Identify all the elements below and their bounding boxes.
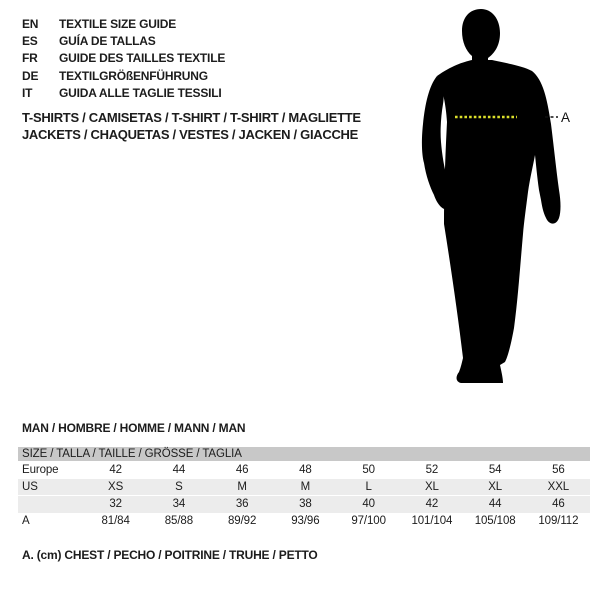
language-guide-label: TEXTILGRÖßENFÜHRUNG bbox=[59, 68, 208, 83]
table-cell: XL bbox=[488, 481, 503, 493]
table-row bbox=[18, 496, 590, 513]
table-row-label: US bbox=[22, 481, 38, 493]
man-silhouette-svg bbox=[415, 6, 573, 390]
language-row bbox=[22, 32, 225, 49]
table-row bbox=[18, 513, 590, 530]
table-row-label: Europe bbox=[22, 464, 59, 476]
language-guide-label: GUIDA ALLE TAGLIE TESSILI bbox=[59, 85, 222, 100]
table-cell: 42 bbox=[109, 464, 122, 476]
table-cell: 85/88 bbox=[164, 515, 194, 527]
table-cell: 93/96 bbox=[291, 515, 320, 527]
language-code: EN bbox=[22, 16, 39, 31]
table-cell: 81/84 bbox=[101, 515, 130, 527]
language-row bbox=[22, 67, 225, 84]
table-cell: 89/92 bbox=[227, 515, 257, 527]
language-code: FR bbox=[22, 51, 38, 66]
table-cell: 42 bbox=[425, 498, 439, 510]
language-row bbox=[22, 50, 225, 67]
language-guide-label: TEXTILE SIZE GUIDE bbox=[59, 16, 177, 31]
category-line-jackets: JACKETS / CHAQUETAS / VESTES / JACKEN / GIACCHE bbox=[22, 127, 358, 143]
table-cell: S bbox=[175, 481, 183, 493]
language-code: IT bbox=[22, 85, 33, 100]
table-cell: 44 bbox=[172, 464, 186, 476]
size-table-header: SIZE / TALLA / TAILLE / GRÖSSE / TAGLIA bbox=[18, 447, 590, 461]
size-table bbox=[18, 447, 590, 530]
table-row-label bbox=[18, 496, 84, 513]
table-row bbox=[18, 479, 590, 496]
table-cell: 36 bbox=[235, 498, 249, 510]
table-cell: M bbox=[237, 481, 247, 493]
table-cell: 52 bbox=[425, 464, 439, 476]
language-row bbox=[22, 15, 225, 32]
table-cell: 101/104 bbox=[411, 515, 453, 527]
language-code: ES bbox=[22, 33, 38, 48]
table-row bbox=[18, 462, 590, 479]
language-guide-list bbox=[22, 15, 225, 101]
table-cell: 109/112 bbox=[538, 515, 579, 527]
language-row bbox=[22, 84, 225, 101]
table-cell: L bbox=[365, 481, 372, 493]
table-cell: 105/108 bbox=[474, 515, 516, 527]
table-cell: 48 bbox=[299, 464, 312, 476]
table-cell: 44 bbox=[488, 498, 502, 510]
man-silhouette-figure bbox=[415, 6, 573, 390]
table-cell: 46 bbox=[235, 464, 249, 476]
table-cell: 40 bbox=[362, 498, 375, 510]
table-cell: XL bbox=[424, 481, 439, 493]
table-cell: 56 bbox=[552, 464, 565, 476]
language-guide-label: GUIDE DES TAILLES TEXTILE bbox=[59, 51, 226, 66]
table-cell: M bbox=[300, 481, 311, 493]
language-guide-label: GUÍA DE TALLAS bbox=[59, 33, 156, 48]
table-cell: XS bbox=[108, 481, 124, 493]
table-cell: XXL bbox=[547, 481, 570, 493]
measure-label-a: A bbox=[561, 110, 571, 125]
table-cell: 38 bbox=[299, 498, 312, 510]
silhouette-head bbox=[462, 9, 500, 65]
section-title-man: MAN / HOMBRE / HOMME / MANN / MAN bbox=[22, 421, 246, 435]
table-cell: 46 bbox=[552, 498, 565, 510]
garment-categories bbox=[22, 109, 361, 144]
language-code: DE bbox=[22, 68, 39, 83]
category-line-tshirts: T-SHIRTS / CAMISETAS / T-SHIRT / T-SHIRT / MAGLIETTE bbox=[22, 110, 361, 125]
silhouette-body bbox=[437, 60, 561, 383]
table-cell: 34 bbox=[172, 498, 186, 510]
size-table-rows bbox=[18, 462, 590, 530]
table-cell: 97/100 bbox=[351, 515, 386, 527]
table-row-label: A bbox=[22, 515, 30, 527]
measurement-footnote: A. (cm) CHEST / PECHO / POITRINE / TRUHE / PETTO bbox=[22, 548, 318, 562]
table-cell: 50 bbox=[362, 464, 375, 476]
table-cell: 54 bbox=[488, 464, 502, 476]
table-cell: 32 bbox=[109, 498, 122, 510]
